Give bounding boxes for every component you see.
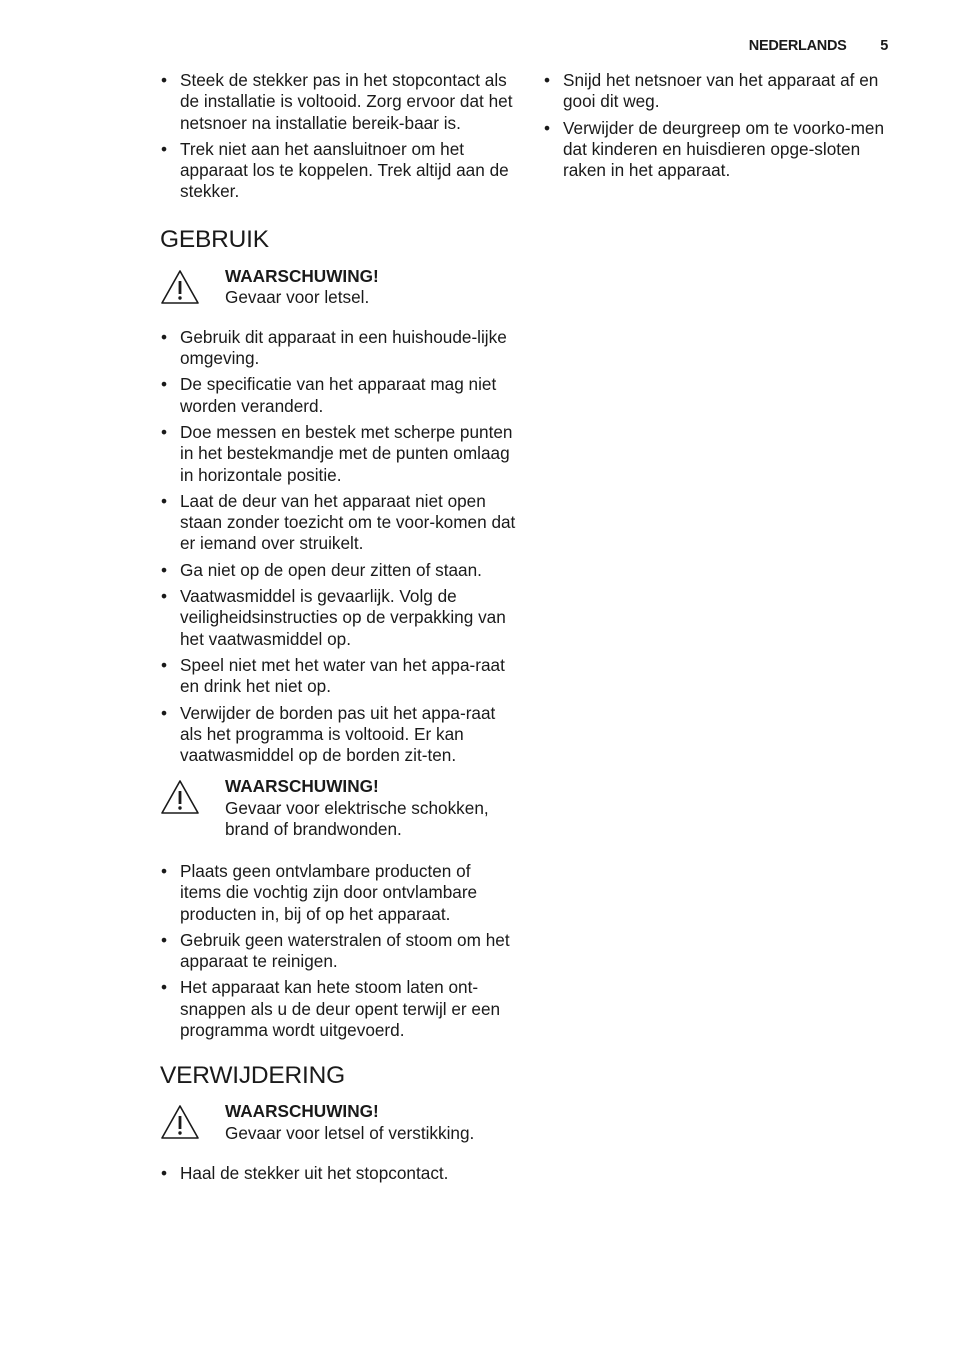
list-item: • Het apparaat kan hete stoom laten ont-snappen als u de deur opent terwijl er een programma wordt uitgevoerd. — [160, 977, 516, 1041]
verwijdering-list — [160, 1163, 516, 1184]
list-item: • Ga niet op de open deur zitten of staan. — [160, 560, 516, 581]
page-header — [749, 38, 888, 54]
list-item: • Doe messen en bestek met scherpe punten in het bestekmandje met de punten omlaag in horizontale positie. — [160, 422, 516, 486]
left-column — [160, 70, 516, 1190]
right-list — [543, 70, 893, 181]
list-item: • Snijd het netsnoer van het apparaat af en gooi dit weg. — [543, 70, 893, 113]
warning-title: WAARSCHUWING! — [225, 776, 379, 797]
list-item: • Speel niet met het water van het appa-raat en drink het niet op. — [160, 655, 516, 698]
gebruik-list-1 — [160, 327, 516, 767]
warning-text: Gevaar voor letsel. — [225, 287, 370, 308]
list-item: • Gebruik geen waterstralen of stoom om het apparaat te reinigen. — [160, 930, 516, 973]
warning-triangle-icon — [160, 779, 200, 815]
list-item: • Laat de deur van het apparaat niet open staan zonder toezicht om te voor-komen dat er iemand over struikelt. — [160, 491, 516, 555]
section-heading-verwijdering: VERWIJDERING — [160, 1062, 345, 1090]
list-item: • De specificatie van het apparaat mag niet worden veranderd. — [160, 374, 516, 417]
warning-title: WAARSCHUWING! — [225, 265, 379, 286]
list-item: • Trek niet aan het aansluitnoer om het apparaat los te koppelen. Trek altijd aan de stekker. — [160, 139, 516, 203]
gebruik-list-2 — [160, 861, 516, 1041]
language-label: NEDERLANDS — [748, 38, 847, 54]
list-item: • Steek de stekker pas in het stopcontact als de installatie is voltooid. Zorg ervoor dat het netsnoer na installatie bereik-baar is. — [160, 70, 516, 134]
page-number: 5 — [880, 38, 888, 54]
list-item: • Verwijder de borden pas uit het appa-raat als het programma is voltooid. Er kan vaatwasmiddel op de borden zit-ten. — [160, 703, 516, 767]
list-item: • Vaatwasmiddel is gevaarlijk. Volg de veiligheidsinstructies op de verpakking van het vaatwasmiddel op. — [160, 586, 516, 650]
warning-text: Gevaar voor elektrische schokken, brand of brandwonden. — [225, 797, 489, 840]
section-heading-gebruik: GEBRUIK — [160, 225, 269, 253]
warning-block — [160, 776, 516, 841]
right-column — [543, 70, 893, 186]
warning-text: Gevaar voor letsel of verstikking. — [225, 1122, 475, 1143]
list-item: • Gebruik dit apparaat in een huishoude-lijke omgeving. — [160, 327, 516, 370]
list-item: • Haal de stekker uit het stopcontact. — [160, 1163, 516, 1184]
intro-list — [160, 70, 516, 203]
list-item: • Plaats geen ontvlambare producten of items die vochtig zijn door ontvlambare producten in, bij of op het apparaat. — [160, 861, 516, 925]
warning-triangle-icon — [160, 269, 200, 305]
warning-block — [160, 266, 516, 309]
list-item: • Verwijder de deurgreep om te voorko-men dat kinderen en huisdieren opge-sloten raken in het apparaat. — [543, 118, 893, 182]
warning-title: WAARSCHUWING! — [225, 1101, 379, 1122]
warning-triangle-icon — [160, 1104, 200, 1140]
warning-block — [160, 1101, 516, 1144]
